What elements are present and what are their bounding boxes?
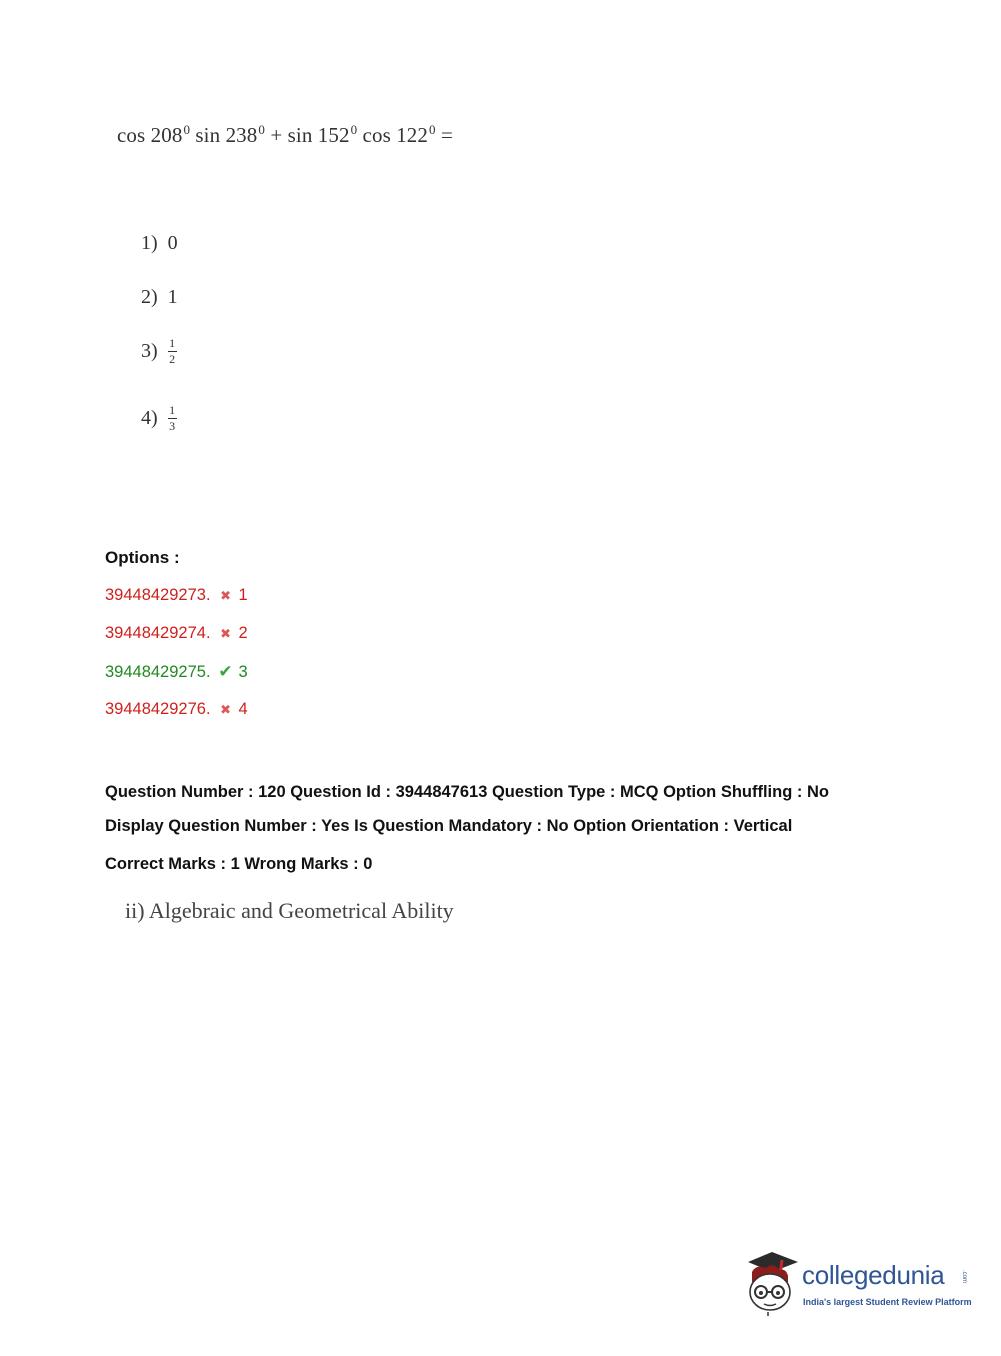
degree-exponent: 0 bbox=[258, 122, 265, 137]
option-id: 39448429275. bbox=[105, 662, 211, 681]
option-id: 39448429276. bbox=[105, 700, 211, 718]
option-label: 1 bbox=[238, 586, 248, 604]
question-meta-line-1: Question Number : 120 Question Id : 3944847613 Question Type : MCQ Option Shuffling : No bbox=[105, 783, 829, 801]
choice-2 bbox=[141, 286, 178, 309]
fraction bbox=[168, 404, 177, 433]
brand-tagline: India's largest Student Review Platform bbox=[803, 1297, 972, 1307]
mascot-icon bbox=[742, 1248, 800, 1318]
equation-term: + sin 152 bbox=[264, 123, 350, 147]
fraction-denominator: 3 bbox=[169, 419, 176, 433]
choice-3 bbox=[141, 337, 177, 366]
question-meta-line-3: Correct Marks : 1 Wrong Marks : 0 bbox=[105, 855, 373, 873]
brand-dotcom: .com bbox=[961, 1270, 967, 1284]
option-label: 2 bbox=[238, 624, 248, 642]
option-label: 4 bbox=[238, 700, 248, 718]
choice-1 bbox=[141, 232, 178, 255]
section-title: ii) Algebraic and Geometrical Ability bbox=[125, 898, 454, 923]
choice-4 bbox=[141, 404, 177, 433]
fraction-denominator: 2 bbox=[169, 352, 176, 366]
option-item bbox=[105, 586, 248, 605]
option-item bbox=[105, 700, 248, 719]
question-meta-line-2: Display Question Number : Yes Is Question Mandatory : No Option Orientation : Vertical bbox=[105, 817, 793, 835]
equation-term: cos 122 bbox=[357, 123, 428, 147]
choice-value: 0 bbox=[167, 232, 178, 254]
choice-number: 1) bbox=[141, 232, 158, 254]
question-equation bbox=[117, 122, 453, 148]
brand-name: collegedunia bbox=[802, 1260, 945, 1290]
cross-icon: ✖ bbox=[220, 701, 231, 717]
option-item-correct bbox=[105, 662, 248, 682]
cross-icon: ✖ bbox=[220, 587, 231, 603]
choice-number: 2) bbox=[141, 286, 158, 308]
choice-number: 3) bbox=[141, 340, 158, 362]
degree-exponent: 0 bbox=[429, 122, 436, 137]
equation-term: cos 208 bbox=[117, 123, 183, 147]
degree-exponent: 0 bbox=[183, 122, 191, 137]
option-label: 3 bbox=[238, 662, 248, 681]
option-id: 39448429273. bbox=[105, 586, 211, 604]
options-heading: Options : bbox=[105, 548, 180, 567]
checkmark-icon: ✔ bbox=[218, 662, 233, 681]
fraction bbox=[168, 337, 177, 366]
degree-exponent: 0 bbox=[350, 122, 358, 137]
equation-term: sin 238 bbox=[190, 123, 258, 147]
cross-icon: ✖ bbox=[220, 625, 231, 641]
option-item bbox=[105, 624, 248, 643]
choice-number: 4) bbox=[141, 407, 158, 429]
collegedunia-logo bbox=[742, 1248, 972, 1318]
equation-term: = bbox=[435, 123, 453, 147]
choice-value: 1 bbox=[167, 286, 178, 308]
fraction-numerator: 1 bbox=[169, 336, 176, 350]
option-id: 39448429274. bbox=[105, 624, 211, 642]
fraction-numerator: 1 bbox=[169, 403, 176, 417]
